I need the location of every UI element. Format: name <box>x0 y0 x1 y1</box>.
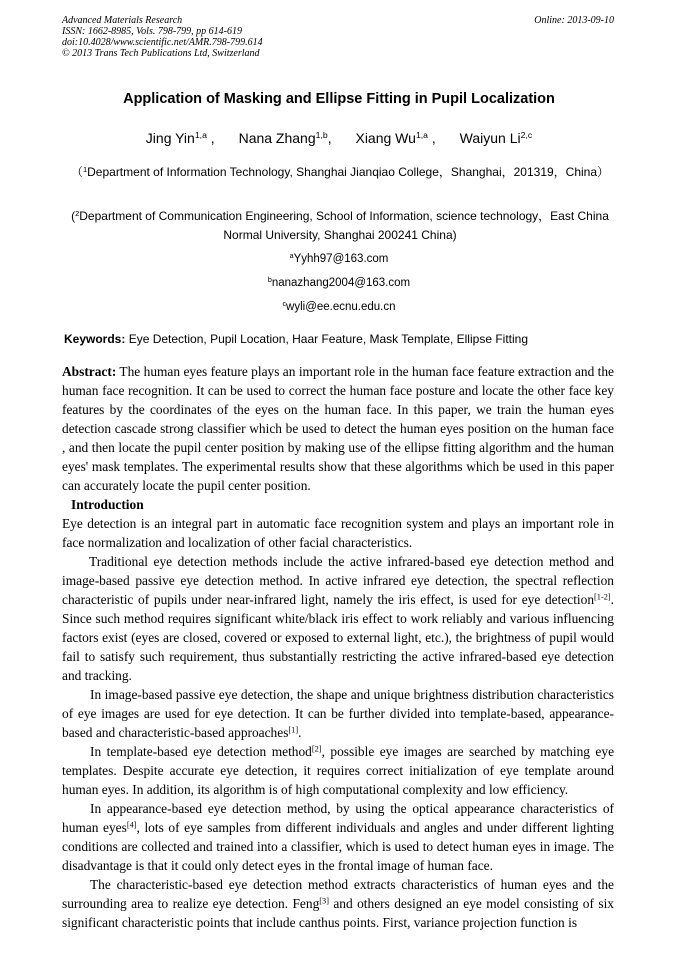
email-b: $^b$nanazhang2004@163.com <box>267 276 411 289</box>
section-heading-introduction: Introduction <box>71 497 144 512</box>
citation: [3] <box>319 896 329 906</box>
author-list <box>0 130 678 146</box>
affiliation-1: （$^1$Department of Information Technology, Shanghai Jianqiao College，Shanghai，201319，China） <box>70 164 610 179</box>
body-text <box>62 362 614 932</box>
paragraph: In appearance-based eye detection method, by using the optical appearance characteristics of human eyes[4], lots of eye samples from different individuals and angles and under different lighting conditions are collected and trained into a classifier, which is used to detect human eyes in image. The disadvantage is that it could only detect eyes in the frontal image of human face. <box>62 801 614 873</box>
paper-title: Application of Masking and Ellipse Fitting in Pupil Localization <box>123 91 555 107</box>
paragraph: Traditional eye detection methods include the active infrared-based eye detection method and image-based passive eye detection method. In active infrared eye detection, the spectral reflection characteristic of pupils under near-infrared light, namely the iris effect, is used for eye detection[1-2]. Since such method requires significant white/black iris effect to work reliably and various influencing factors exist (eyes are closed, covered or exposed to external light, etc.), the brightness of pupil would fail to satisfy such requirement, thus substantially restricting the active infrared-based eye detection and tracking. <box>62 554 614 683</box>
journal-name: Advanced Materials Research <box>62 15 183 26</box>
paragraph: In image-based passive eye detection, the shape and unique brightness distribution characteristics of eye images are used for eye detection. It can be further divided into template-based, appearance-based and characteristic-based approaches[1]. <box>62 687 614 740</box>
citation: [1-2] <box>594 592 611 602</box>
keywords <box>64 332 616 346</box>
abstract-label: Abstract: <box>62 364 117 379</box>
email-a: $^a$Yyhh97@163.com <box>289 252 389 265</box>
paragraph: In template-based eye detection method[2], possible eye images are searched by matching eye templates. Despite accurate eye detection, it requires correct initialization of eye template around human eyes. In addition, its algorithm is of high computational complexity and low efficiency. <box>62 744 615 797</box>
keywords-label: Keywords: <box>64 332 126 346</box>
citation: [4] <box>126 820 137 830</box>
copyright-line: © 2013 Trans Tech Publications Ltd, Switzerland <box>62 48 260 59</box>
abstract: Abstract: The human eyes feature plays an important role in the human face feature extraction and the human face recognition. It can be used to correct the human face posture and locate the other face key features by the coordinates of the eyes on the human face. In this paper, we train the human eyes detection cascade strong classifier which be used to detect the human eyes position on the human face , and then locate the pupil center position by making use of the ellipse fitting algorithm and the human eyes' mask templates. The experimental results show that these algorithms which be used in this paper can accurately locate the pupil center position. <box>62 364 614 493</box>
author: Xiang Wu$^{1,a}$ , <box>355 130 436 146</box>
journal-header <box>62 15 263 59</box>
citation: [1] <box>288 725 299 735</box>
online-date: Online: 2013-09-10 <box>534 15 614 26</box>
doi-line: doi:10.4028/www.scientific.net/AMR.798-799.614 <box>62 37 263 48</box>
paragraph: Eye detection is an integral part in automatic face recognition system and plays an important role in face normalization and localization of other facial characteristics. <box>62 516 614 550</box>
affiliation-2: ($^2$Department of Communication Engineering, School of Information, science technology，East China Normal University, Shanghai 200241 China) <box>71 208 609 242</box>
keywords-text: Eye Detection, Pupil Location, Haar Feature, Mask Template, Ellipse Fitting <box>125 332 528 346</box>
author: Nana Zhang$^{1,b}$, <box>238 130 332 146</box>
author: Jing Yin$^{1,a}$ , <box>145 130 215 146</box>
issn-line: ISSN: 1662-8985, Vols. 798-799, pp 614-619 <box>62 26 242 37</box>
citation: [2] <box>311 744 322 754</box>
paragraph: The characteristic-based eye detection method extracts characteristics of human eyes and the surrounding area to realize eye detection. Feng[3] and others designed an eye model consisting of six significant characteristic points that include canthus points. First, variance projection function is <box>62 877 614 930</box>
author: Waiyun Li$^{2,c}$ <box>459 130 533 146</box>
email-c: $^c$wyli@ee.ecnu.edu.cn <box>282 300 396 313</box>
